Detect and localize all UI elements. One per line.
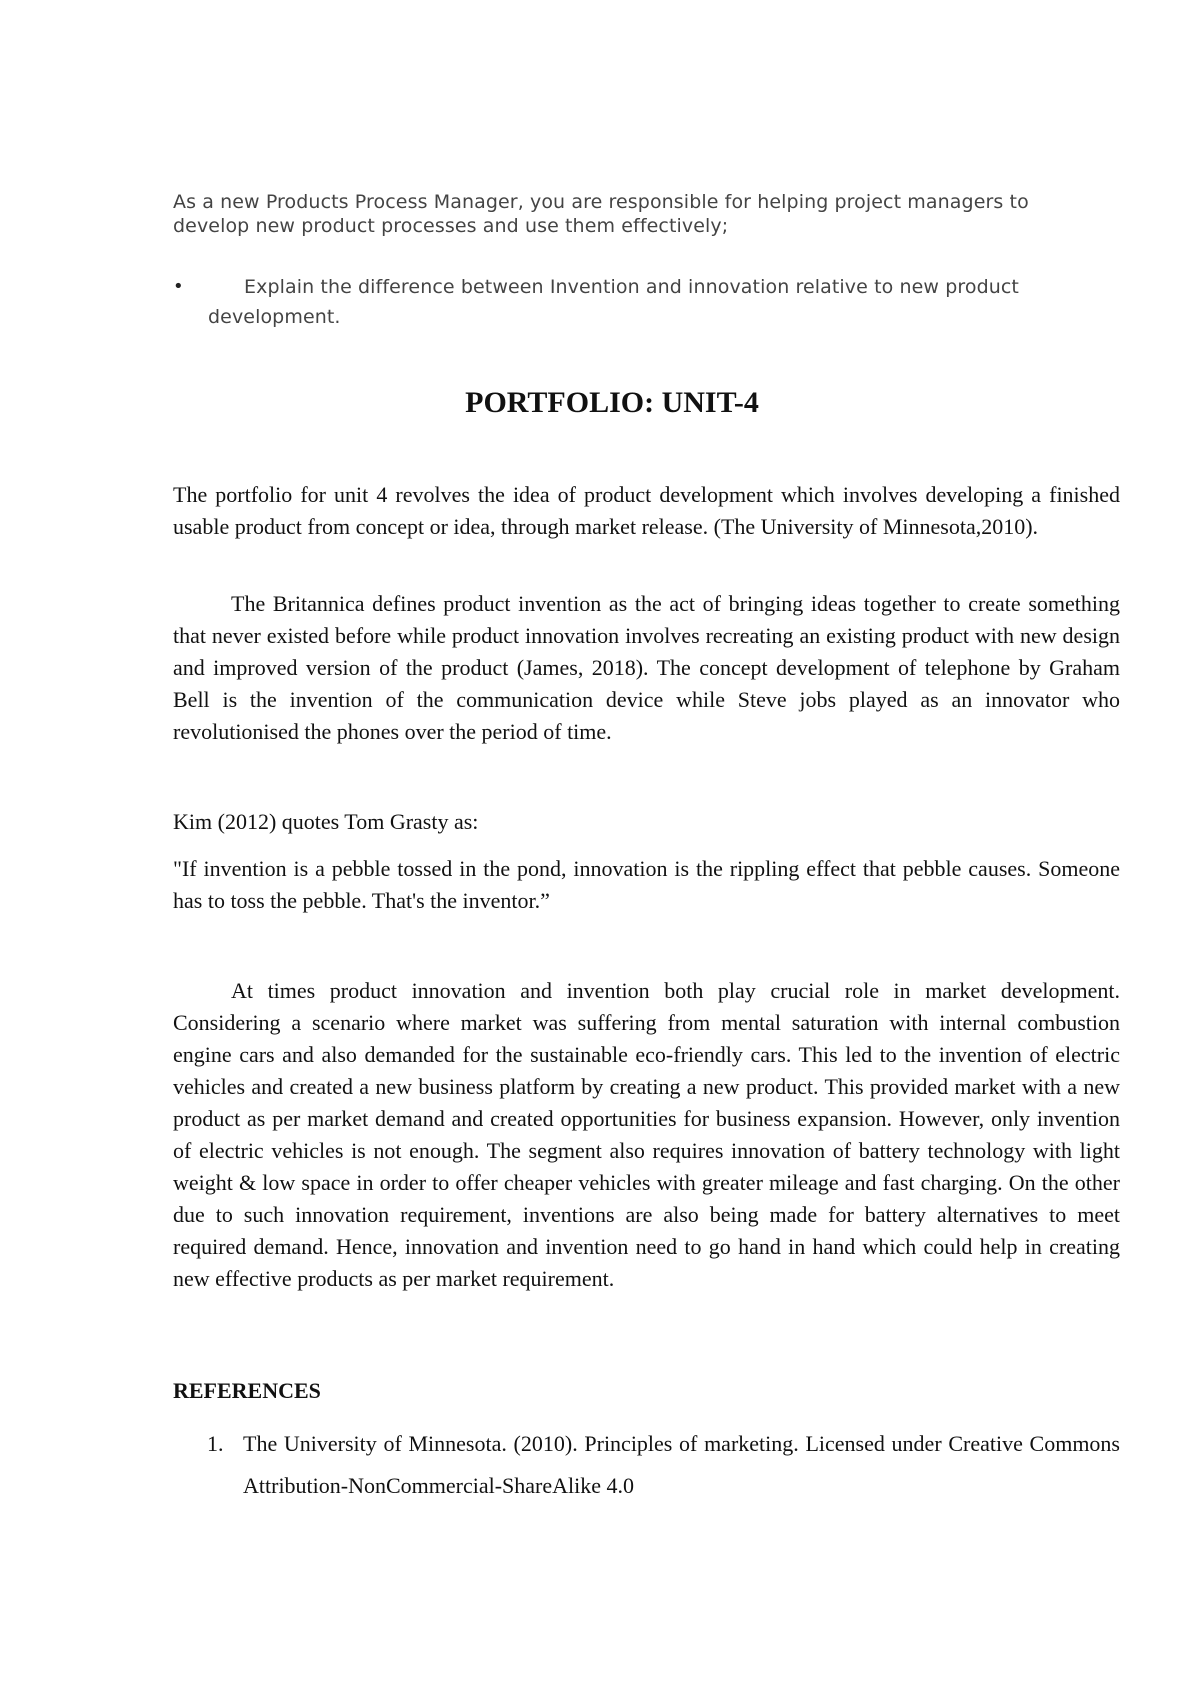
reference-text: The University of Minnesota. (2010). Principles of marketing. Licensed under Creative Commons Attribution-NonCommercial-ShareAlike 4.0 — [243, 1431, 1120, 1498]
references-list — [173, 1423, 1120, 1507]
paragraph-intro: The portfolio for unit 4 revolves the idea of product development which involves developing a finished usable product from concept or idea, through market release. (The University of Minnesota,2010). — [173, 482, 1120, 539]
reference-number: 1. — [207, 1431, 224, 1456]
paragraph-quote-intro: Kim (2012) quotes Tom Grasty as: — [173, 809, 479, 834]
paragraph-definitions: The Britannica defines product invention as the act of bringing ideas together to create something that never existed before while product innovation involves recreating an existing product with new design and improved version of the product (James, 2018). The concept development of telephone by Graham Bell is the invention of the communication device while Steve jobs played as an innovator who revolutionised the phones over the period of time. — [173, 591, 1120, 744]
bullet-icon: • — [173, 276, 184, 297]
assignment-bullet-item — [173, 272, 1093, 332]
paragraph-discussion: At times product innovation and invention both play crucial role in market development. Considering a scenario where market was suffering from mental saturation with internal combustion engine cars and also demanded for the sustainable eco-friendly cars. This led to the invention of electric vehicles and created a new business platform by creating a new product. This provided market with a new product as per market demand and created opportunities for business expansion. However, only invention of electric vehicles is not enough. The segment also requires innovation of battery technology with light weight & low space in order to offer cheaper vehicles with greater mileage and fast charging. On the other due to such innovation requirement, inventions are also being made for battery alternatives to meet required demand. Hence, innovation and invention need to go hand in hand which could help in creating new effective products as per market requirement. — [173, 978, 1120, 1291]
page-title: PORTFOLIO: UNIT-4 — [465, 386, 759, 419]
assignment-intro: As a new Products Process Manager, you are responsible for helping project managers to develop new product processes and use them effectively; — [173, 191, 1029, 237]
references-heading: REFERENCES — [173, 1378, 321, 1403]
reference-item — [173, 1423, 1120, 1507]
assignment-bullet-text: Explain the difference between Invention and innovation relative to new product development. — [208, 276, 1019, 328]
paragraph-quote: "If invention is a pebble tossed in the pond, innovation is the rippling effect that pebble causes. Someone has to toss the pebble. That's the inventor.” — [173, 856, 1120, 913]
